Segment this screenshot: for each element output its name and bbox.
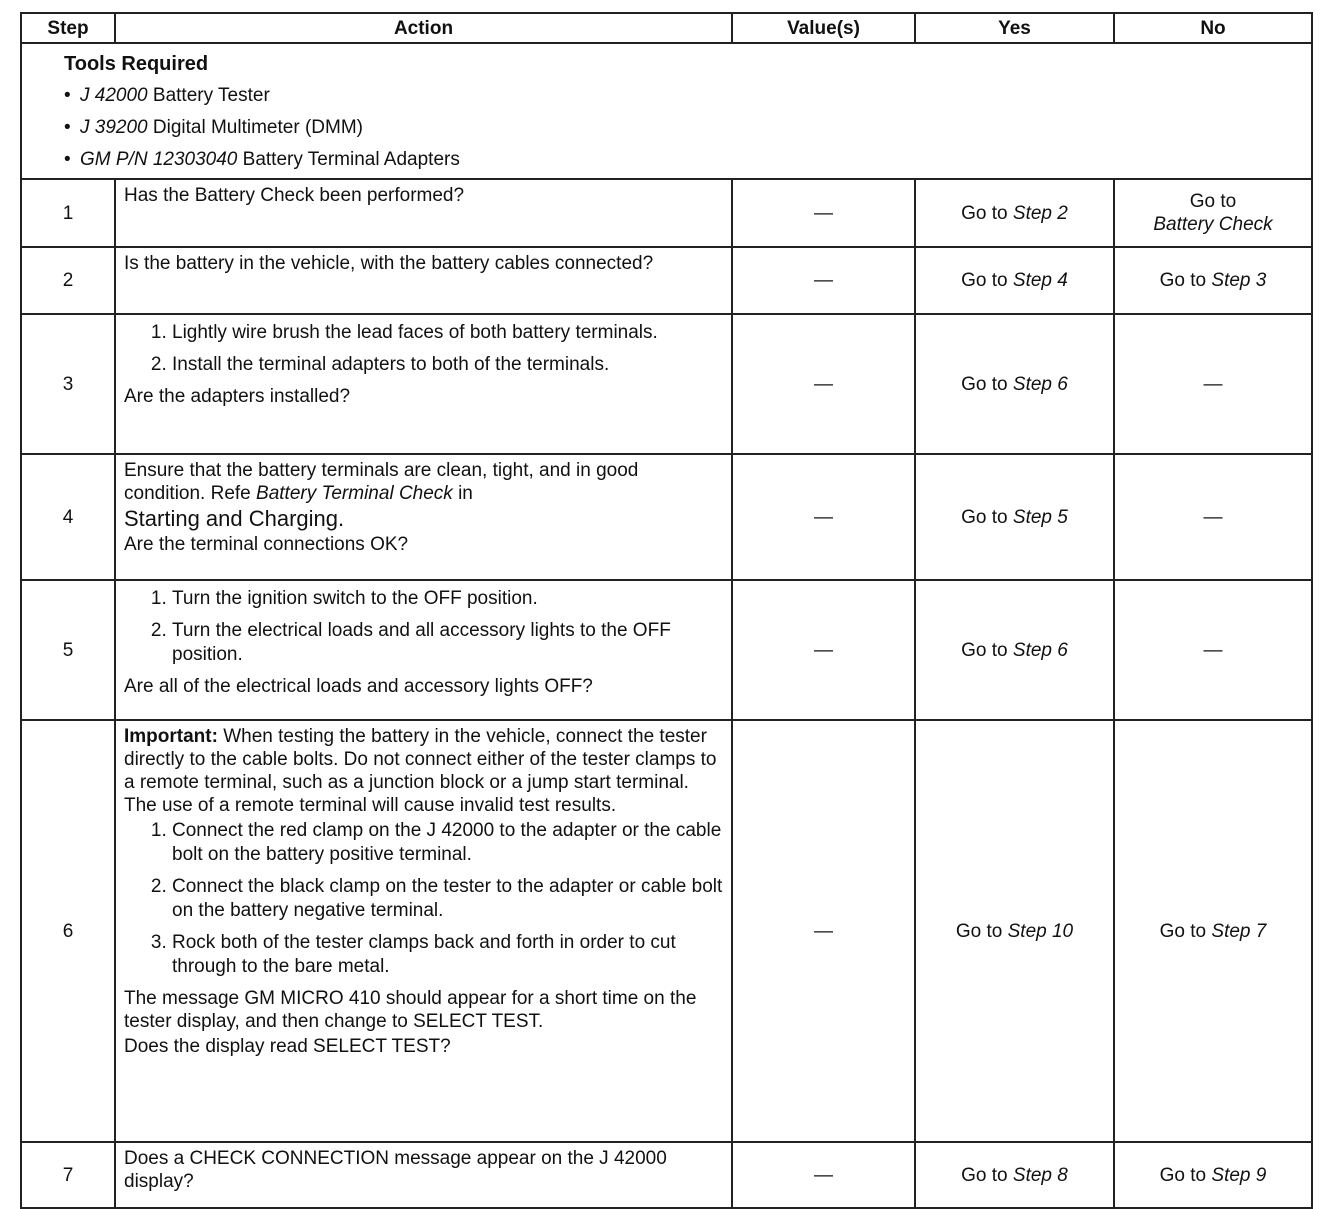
no-prefix: Go to bbox=[1159, 1164, 1212, 1186]
header-no: No bbox=[1114, 13, 1312, 43]
value-cell: — bbox=[732, 580, 915, 720]
value-cell: — bbox=[732, 247, 915, 314]
table-row bbox=[21, 179, 1312, 247]
no-step-link[interactable]: Step 9 bbox=[1211, 1164, 1267, 1186]
no-prefix: Go to bbox=[1159, 270, 1212, 291]
header-values: Value(s) bbox=[732, 13, 915, 43]
expected-message: The message GM MICRO 410 should appear for a short time on the tester display, and then change to SELECT TEST. bbox=[124, 988, 697, 1032]
action-cell bbox=[115, 454, 732, 580]
action-cell bbox=[115, 1142, 732, 1208]
action-step-item: 2. Turn the electrical loads and all accessory lights to the OFF position. bbox=[172, 619, 723, 667]
yes-step-link[interactable]: Step 4 bbox=[1012, 270, 1068, 291]
yes-prefix: Go to bbox=[961, 373, 1013, 395]
yes-prefix: Go to bbox=[961, 270, 1013, 291]
no-cell: — bbox=[1114, 580, 1312, 720]
action-cell bbox=[115, 720, 732, 1142]
no-step-link[interactable]: Step 3 bbox=[1211, 270, 1267, 291]
step-number: 2 bbox=[21, 247, 115, 314]
diagnostic-document bbox=[20, 12, 1311, 1209]
action-steps-list bbox=[124, 321, 723, 377]
action-cell bbox=[115, 314, 732, 454]
yes-step-link[interactable]: Step 5 bbox=[1012, 506, 1068, 528]
value-cell: — bbox=[732, 1142, 915, 1208]
action-question: Has the Battery Check been performed? bbox=[124, 185, 465, 206]
step-number: 3 bbox=[21, 314, 115, 454]
action-step-item: 2. Connect the black clamp on the tester to the adapter or cable bolt on the battery negative terminal. bbox=[172, 875, 723, 923]
step-number: 4 bbox=[21, 454, 115, 580]
header-yes: Yes bbox=[915, 13, 1114, 43]
reference-section: Starting and Charging. bbox=[124, 506, 345, 531]
important-text: When testing the battery in the vehicle, connect the tester directly to the cable bolts. Do not connect either of the tester clamps to a remote terminal, such as a junction block or a jump start terminal. The use of a remote terminal will cause invalid test results. bbox=[124, 726, 717, 816]
action-cell bbox=[115, 179, 732, 247]
important-label: Important: bbox=[124, 726, 218, 747]
action-cell bbox=[115, 247, 732, 314]
important-note bbox=[124, 725, 723, 817]
action-steps-list bbox=[124, 587, 723, 667]
tool-item bbox=[64, 112, 1311, 144]
yes-step-link[interactable]: Step 10 bbox=[1007, 920, 1074, 942]
tools-title: Tools Required bbox=[64, 53, 209, 75]
tool-code: J 39200 bbox=[80, 117, 148, 138]
yes-cell bbox=[915, 580, 1114, 720]
table-row bbox=[21, 314, 1312, 454]
action-question: Are the terminal connections OK? bbox=[124, 534, 409, 555]
yes-prefix: Go to bbox=[961, 202, 1013, 224]
tool-item bbox=[64, 80, 1311, 112]
tool-name: Digital Multimeter (DMM) bbox=[147, 117, 363, 138]
action-instruction bbox=[124, 459, 723, 505]
step-number: 7 bbox=[21, 1142, 115, 1208]
header-step: Step bbox=[21, 13, 115, 43]
action-question: Does a CHECK CONNECTION message appear on the J 42000 display? bbox=[124, 1148, 667, 1192]
yes-cell bbox=[915, 179, 1114, 247]
tools-row bbox=[21, 43, 1312, 179]
action-question: Does the display read SELECT TEST? bbox=[124, 1036, 451, 1057]
table-row bbox=[21, 720, 1312, 1142]
yes-cell bbox=[915, 1142, 1114, 1208]
no-cell: — bbox=[1114, 314, 1312, 454]
tool-code: GM P/N 12303040 bbox=[80, 149, 238, 170]
step-number: 1 bbox=[21, 179, 115, 247]
action-question: Is the battery in the vehicle, with the battery cables connected? bbox=[124, 253, 654, 274]
no-step-link[interactable]: Step 7 bbox=[1211, 920, 1267, 942]
yes-step-link[interactable]: Step 2 bbox=[1012, 202, 1068, 224]
yes-prefix: Go to bbox=[961, 639, 1013, 661]
yes-step-link[interactable]: Step 6 bbox=[1012, 373, 1068, 395]
yes-cell bbox=[915, 454, 1114, 580]
value-cell: — bbox=[732, 720, 915, 1142]
yes-prefix: Go to bbox=[961, 506, 1013, 528]
action-step-item: 1. Lightly wire brush the lead faces of both battery terminals. bbox=[172, 321, 723, 345]
action-step-item: 1. Turn the ignition switch to the OFF position. bbox=[172, 587, 723, 611]
yes-prefix: Go to bbox=[955, 920, 1008, 942]
no-prefix: Go to bbox=[1159, 920, 1212, 942]
instruction-text: in bbox=[452, 483, 473, 504]
action-steps-list bbox=[124, 819, 723, 979]
yes-cell bbox=[915, 720, 1114, 1142]
action-step-item: 1. Connect the red clamp on the J 42000 to the adapter or the cable bolt on the battery positive terminal. bbox=[172, 819, 723, 867]
yes-step-link[interactable]: Step 8 bbox=[1012, 1164, 1068, 1186]
action-question: Are the adapters installed? bbox=[124, 386, 351, 407]
action-question: Are all of the electrical loads and accessory lights OFF? bbox=[124, 676, 593, 697]
value-cell: — bbox=[732, 314, 915, 454]
tools-required-cell bbox=[21, 43, 1312, 179]
no-step-link[interactable]: Battery Check bbox=[1153, 214, 1273, 235]
table-header-row bbox=[21, 13, 1312, 43]
yes-cell bbox=[915, 314, 1114, 454]
header-action: Action bbox=[115, 13, 732, 43]
tool-name: Battery Terminal Adapters bbox=[237, 149, 460, 170]
yes-prefix: Go to bbox=[961, 1164, 1013, 1186]
table-row bbox=[21, 580, 1312, 720]
step-number: 5 bbox=[21, 580, 115, 720]
value-cell: — bbox=[732, 454, 915, 580]
reference-link[interactable]: Battery Terminal Check bbox=[256, 483, 453, 504]
tools-list bbox=[64, 80, 1311, 176]
no-cell bbox=[1114, 720, 1312, 1142]
table-row bbox=[21, 247, 1312, 314]
no-prefix: Go to bbox=[1189, 191, 1237, 212]
yes-step-link[interactable]: Step 6 bbox=[1012, 639, 1068, 661]
yes-cell bbox=[915, 247, 1114, 314]
no-cell bbox=[1114, 1142, 1312, 1208]
action-step-item: 3. Rock both of the tester clamps back and forth in order to cut through to the bare metal. bbox=[172, 931, 723, 979]
no-cell bbox=[1114, 247, 1312, 314]
action-cell bbox=[115, 580, 732, 720]
no-cell bbox=[1114, 179, 1312, 247]
table-row bbox=[21, 454, 1312, 580]
tool-name: Battery Tester bbox=[147, 85, 270, 106]
action-step-item: 2. Install the terminal adapters to both of the terminals. bbox=[172, 353, 723, 377]
tool-code: J 42000 bbox=[80, 85, 148, 106]
table-row bbox=[21, 1142, 1312, 1208]
step-number: 6 bbox=[21, 720, 115, 1142]
value-cell: — bbox=[732, 179, 915, 247]
no-cell: — bbox=[1114, 454, 1312, 580]
instruction-text: Ensure that the battery terminals are clean, tight, and in good condition. Refe bbox=[124, 460, 639, 504]
tool-item bbox=[64, 144, 1311, 176]
diagnostic-table bbox=[20, 12, 1313, 1209]
